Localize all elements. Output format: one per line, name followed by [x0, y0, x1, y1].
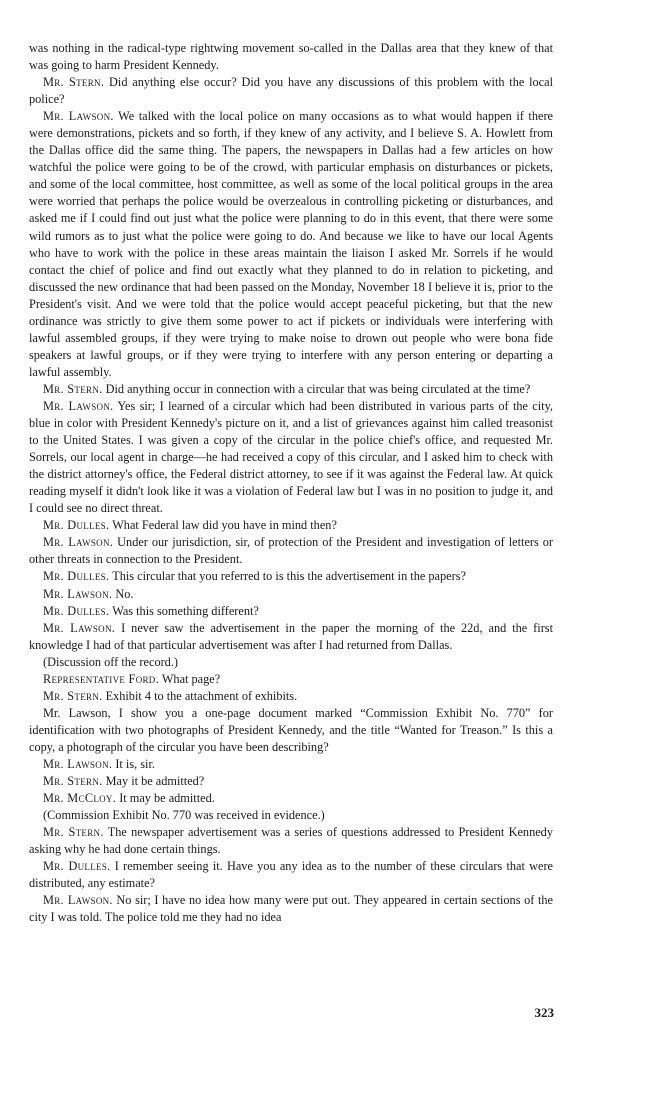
speaker: Mr. Lawson. — [43, 620, 116, 635]
paragraph-text: Exhibit 4 to the attachment of exhibits. — [105, 688, 298, 703]
paragraph — [29, 790, 553, 807]
paragraph — [29, 568, 553, 585]
paragraph — [29, 40, 553, 74]
speaker: Mr. Lawson. — [43, 756, 113, 771]
paragraph-text: was nothing in the radical-type rightwing movement so-called in the Dallas area that they knew of that was going to harm President Kennedy. — [29, 41, 553, 73]
paragraph — [29, 398, 553, 517]
paragraph — [29, 534, 553, 568]
paragraph — [29, 108, 553, 381]
paragraph — [29, 671, 553, 688]
paragraph-text: Yes sir; I learned of a circular which had been distributed in various parts of the city, blue in color with President Kennedy's picture on it, and a list of grievances against him called treasonist to the United States. I was given a copy of the circular in the police chief's office, and requested Mr. Sorrels, our local agent in charge—he had received a copy of this circular, and I asked him to check with the district attorney's office, the Federal district attorney, to see if it was against the Federal law. At quick reading myself it didn't look like it was a violation of Federal law but I was in no position to judge it, and I could see no direct threat. — [29, 398, 554, 516]
speaker: Mr. Dulles. — [43, 859, 111, 874]
speaker: Mr. Lawson. — [43, 398, 114, 413]
speaker: Mr. Stern. — [43, 825, 104, 840]
speaker: Mr. Dulles. — [43, 518, 110, 533]
paragraph-text: What page? — [161, 671, 221, 686]
paragraph — [29, 858, 553, 892]
paragraph — [29, 517, 553, 534]
paragraph-text: (Discussion off the record.) — [43, 654, 179, 669]
speaker: Mr. Lawson. — [43, 893, 113, 908]
paragraph — [29, 756, 553, 773]
paragraph-text: Under our jurisdiction, sir, of protection of the President and investigation of letters or other threats in connection to the President. — [29, 535, 554, 567]
paragraph — [29, 705, 553, 756]
paragraph-text: May it be admitted? — [105, 774, 205, 789]
paragraph — [29, 892, 553, 926]
page-number: 323 — [534, 1005, 554, 1020]
paragraph — [29, 654, 553, 671]
speaker: Mr. Stern. — [43, 774, 103, 789]
speaker: Mr. Lawson. — [43, 586, 113, 601]
paragraph-text: This circular that you referred to is this the advertisement in the papers? — [112, 569, 466, 584]
speaker: Mr. Stern. — [43, 381, 103, 396]
paragraph-text: Was this something different? — [112, 603, 259, 618]
paragraph-text: It is, sir. — [115, 756, 155, 771]
paragraph-text: I remember seeing it. Have you any idea as to the number of these circulars that were distributed, any estimate? — [29, 859, 554, 891]
speaker: Mr. Lawson. — [43, 535, 114, 550]
paragraph-text: I never saw the advertisement in the paper the morning of the 22d, and the first knowledge I had of that particular advertisement was after I had returned from Dallas. — [29, 620, 553, 652]
paragraph — [29, 824, 553, 858]
paragraph-text: No sir; I have no idea how many were put out. They appeared in certain sections of the city I was told. The police told me they had no idea — [29, 893, 553, 925]
paragraph — [29, 603, 553, 620]
paragraph-text: Did anything occur in connection with a circular that was being circulated at the time? — [105, 381, 531, 396]
paragraph — [29, 807, 553, 824]
speaker: Mr. Stern. — [43, 75, 105, 90]
speaker: Representative Ford. — [43, 671, 159, 686]
paragraph — [29, 620, 553, 654]
paragraph — [29, 586, 553, 603]
speaker: Mr. McCloy. — [43, 791, 117, 806]
speaker: Mr. Dulles. — [43, 603, 110, 618]
paragraph — [29, 688, 553, 705]
paragraph-text: The newspaper advertisement was a series of questions addressed to President Kennedy asking why he had done certain things. — [29, 825, 553, 857]
transcript-page — [29, 40, 553, 926]
paragraph-text: It may be admitted. — [119, 791, 215, 806]
paragraph-text: No. — [115, 586, 134, 601]
paragraph-text: We talked with the local police on many occasions as to what would happen if there were demonstrations, pickets and so forth, if they knew of any activity, and I believe S. A. Howlett from the Dallas office did the same thing. The papers, the newspapers in Dallas had a few articles on how watchful the police were going to be of the crowd, with particular emphasis on disturbances or pickets, and some of the local committee, host committee, as well as some of the local political groups in the area were worried that perhaps the police would be overzealous in controlling picketing or disturbances, and asked me if I could find out just what the police were planning to do in this event, that there were some wild rumors as to just what the police were going to do. And because we like to have our local Agents who have to work with the police in these areas maintain the liaison I asked Mr. Sorrels if he would contact the chief of police and find out exactly what they planned to do in relation to picketing, and discussed the new ordinance that had been passed on the Monday, November 18 I believe it is, prior to the President's visit. And we were told that the police would accept peaceful picketing, but that the new ordinance was strictly to give them some power to act if pickets or individuals were interfering with lawful assembled groups, if they were trying to make noise to drown out people who were bona fide speakers at lawful groups, or if they were trying to interfere with any person entering or departing a lawful assembly. — [29, 109, 553, 379]
speaker: Mr. Lawson. — [43, 109, 114, 124]
paragraph — [29, 74, 553, 108]
paragraph-text: What Federal law did you have in mind then? — [112, 518, 337, 533]
paragraph — [29, 381, 553, 398]
speaker: Mr. Stern. — [43, 688, 103, 703]
paragraph — [29, 773, 553, 790]
paragraph-text: (Commission Exhibit No. 770 was received in evidence.) — [43, 808, 325, 823]
speaker: Mr. Dulles. — [43, 569, 110, 584]
paragraph-text: Did anything else occur? Did you have any discussions of this problem with the local police? — [29, 75, 554, 107]
paragraph-text: Mr. Lawson, I show you a one-page document marked “Commission Exhibit No. 770” for identification with two photographs of President Kennedy, and the title “Wanted for Treason.” Is this a copy, a photograph of the circular you have been describing? — [29, 705, 553, 754]
